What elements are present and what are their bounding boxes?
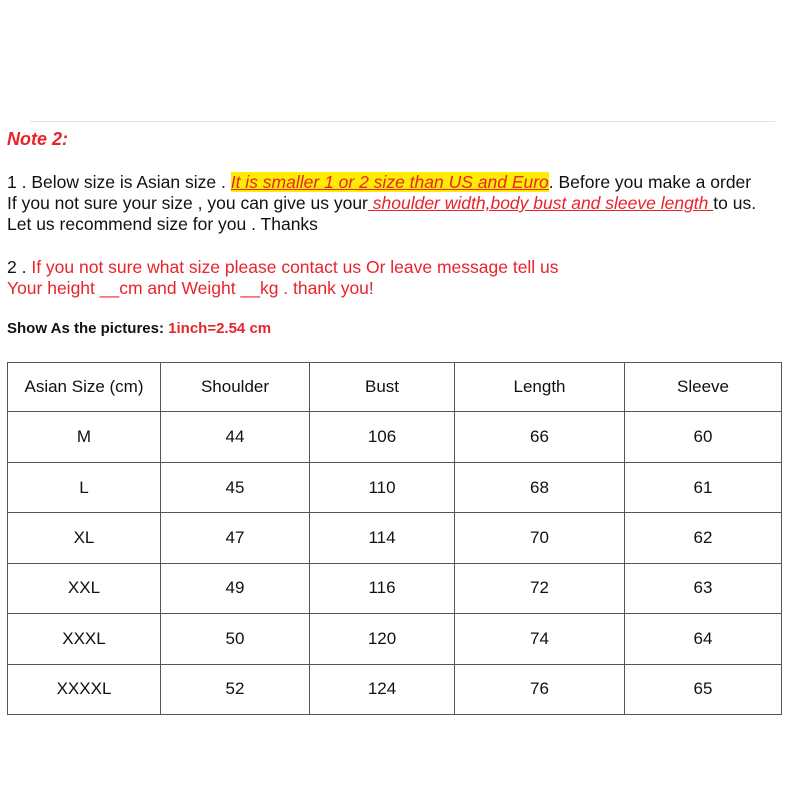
table-cell: 68 [455,462,625,512]
note-paragraph-2 [7,257,559,299]
measure-label: Show As the pictures: [7,320,169,337]
size-cell: XXXXL [8,664,161,714]
table-header-row [8,363,782,412]
column-header: Sleeve [625,363,782,412]
table-row [8,513,782,563]
table-cell: 50 [161,614,310,664]
size-cell: XXXL [8,614,161,664]
note-line-1-start: 1 . Below size is Asian size . [7,172,231,192]
table-cell: 49 [161,563,310,613]
note-line-1 [7,172,756,193]
table-cell: 106 [310,412,455,462]
note-line-4 [7,257,559,278]
table-cell: 72 [455,563,625,613]
table-row [8,563,782,613]
table-row [8,614,782,664]
table-cell: 114 [310,513,455,563]
note-line-2-start: If you not sure your size , you can give us your [7,193,368,213]
contact-message: If you not sure what size please contact us Or leave message tell us [31,257,559,277]
measure-conversion: 1inch=2.54 cm [168,320,272,337]
table-cell: 52 [161,664,310,714]
table-cell: 120 [310,614,455,664]
column-header: Shoulder [161,363,310,412]
size-cell: M [8,412,161,462]
note-line-3: Let us recommend size for you . Thanks [7,214,318,234]
column-header: Bust [310,363,455,412]
table-cell: 44 [161,412,310,462]
column-header: Length [455,363,625,412]
table-cell: 124 [310,664,455,714]
measure-note [7,320,271,337]
table-cell: 64 [625,614,782,664]
table-row [8,412,782,462]
note-paragraph-1 [7,172,756,235]
table-cell: 66 [455,412,625,462]
size-chart-table [7,362,782,715]
size-warning-highlight: It is smaller 1 or 2 size than US and Euro [230,172,549,192]
table-row [8,462,782,512]
table-cell: 65 [625,664,782,714]
note-line-4-number: 2 . [7,257,32,277]
table-cell: 110 [310,462,455,512]
table-cell: 47 [161,513,310,563]
table-cell: 74 [455,614,625,664]
table-cell: 70 [455,513,625,563]
table-cell: 62 [625,513,782,563]
table-cell: 61 [625,462,782,512]
note-line-2 [7,193,756,214]
table-cell: 116 [310,563,455,613]
size-cell: L [8,462,161,512]
divider-line [30,121,775,122]
table-cell: 63 [625,563,782,613]
table-cell: 45 [161,462,310,512]
note-line-1-end: . Before you make a order [548,172,752,192]
size-cell: XXL [8,563,161,613]
note-line-2-end: to us. [713,193,757,213]
table-cell: 60 [625,412,782,462]
table-cell: 76 [455,664,625,714]
measurement-request: shoulder width,body bust and sleeve length [367,193,714,213]
table-row [8,664,782,714]
note-title: Note 2: [7,129,69,149]
size-cell: XL [8,513,161,563]
note-line-5: Your height __cm and Weight __kg . thank you! [7,278,374,298]
column-header: Asian Size (cm) [8,363,161,412]
